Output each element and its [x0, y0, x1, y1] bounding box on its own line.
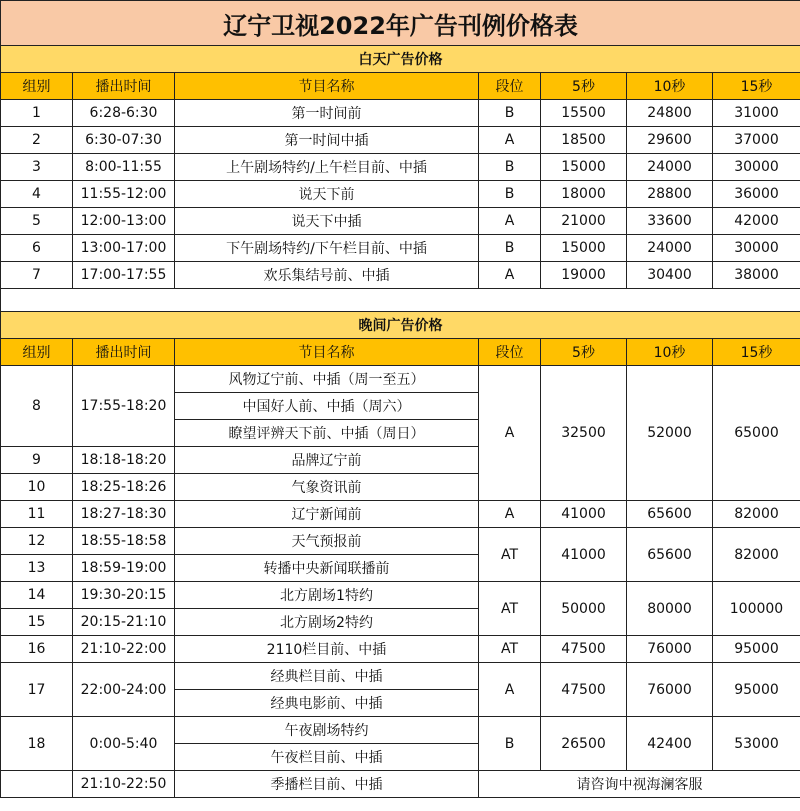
time-cell: 0:00-5:40 [73, 717, 175, 771]
price-5s-cell: 50000 [541, 582, 627, 636]
time-cell: 20:15-21:10 [73, 609, 175, 636]
time-cell: 22:00-24:00 [73, 663, 175, 717]
segment-cell: AT [479, 636, 541, 663]
price-10s-cell: 65600 [627, 528, 713, 582]
night-section-title: 晚间广告价格 [1, 312, 800, 339]
table-row [1, 235, 800, 262]
table-row [1, 100, 800, 127]
table-row [1, 636, 800, 663]
table-row [1, 181, 800, 208]
price-15s-cell: 38000 [713, 262, 800, 289]
program-cell: 经典栏目前、中插 [175, 663, 479, 690]
header-10s: 10秒 [627, 339, 713, 366]
program-cell: 第一时间前 [175, 100, 479, 127]
price-5s-cell: 26500 [541, 717, 627, 771]
segment-cell: A [479, 663, 541, 717]
price-15s-cell: 82000 [713, 501, 800, 528]
price-15s-cell: 53000 [713, 717, 800, 771]
time-cell: 18:18-18:20 [73, 447, 175, 474]
price-5s-cell: 18500 [541, 127, 627, 154]
price-5s-cell: 41000 [541, 528, 627, 582]
time-cell: 18:59-19:00 [73, 555, 175, 582]
price-10s-cell: 24000 [627, 154, 713, 181]
group-cell: 10 [1, 474, 73, 501]
table-row [1, 366, 800, 393]
program-cell: 午夜栏目前、中插 [175, 744, 479, 771]
price-15s-cell: 37000 [713, 127, 800, 154]
group-cell: 11 [1, 501, 73, 528]
header-time: 播出时间 [73, 339, 175, 366]
time-cell: 18:25-18:26 [73, 474, 175, 501]
price-10s-cell: 28800 [627, 181, 713, 208]
price-5s-cell: 41000 [541, 501, 627, 528]
table-row [1, 501, 800, 528]
table-row [1, 663, 800, 690]
table-row [1, 208, 800, 235]
price-10s-cell: 52000 [627, 366, 713, 501]
price-5s-cell: 21000 [541, 208, 627, 235]
program-cell: 瞭望评辨天下前、中插（周日） [175, 420, 479, 447]
group-cell: 1 [1, 100, 73, 127]
program-cell: 北方剧场1特约 [175, 582, 479, 609]
header-10s: 10秒 [627, 73, 713, 100]
price-10s-cell: 33600 [627, 208, 713, 235]
program-cell: 2110栏目前、中插 [175, 636, 479, 663]
table-row [1, 127, 800, 154]
table-row [1, 262, 800, 289]
time-cell: 18:27-18:30 [73, 501, 175, 528]
segment-cell: A [479, 366, 541, 501]
group-cell: 14 [1, 582, 73, 609]
segment-cell: AT [479, 528, 541, 582]
price-15s-cell: 31000 [713, 100, 800, 127]
price-15s-cell: 95000 [713, 663, 800, 717]
price-5s-cell: 15000 [541, 154, 627, 181]
time-cell: 12:00-13:00 [73, 208, 175, 235]
day-section-title: 白天广告价格 [1, 46, 800, 73]
table-row [1, 154, 800, 181]
group-cell [1, 771, 73, 798]
group-cell: 5 [1, 208, 73, 235]
header-5s: 5秒 [541, 73, 627, 100]
program-cell: 风物辽宁前、中插（周一至五） [175, 366, 479, 393]
program-cell: 上午剧场特约/上午栏目前、中插 [175, 154, 479, 181]
table-row [1, 582, 800, 609]
segment-cell: A [479, 127, 541, 154]
program-cell: 说天下前 [175, 181, 479, 208]
group-cell: 17 [1, 663, 73, 717]
day-rows [1, 100, 800, 289]
price-10s-cell: 42400 [627, 717, 713, 771]
group-cell: 6 [1, 235, 73, 262]
price-10s-cell: 76000 [627, 636, 713, 663]
time-cell: 17:00-17:55 [73, 262, 175, 289]
table-row [1, 771, 800, 798]
header-time: 播出时间 [73, 73, 175, 100]
group-cell: 4 [1, 181, 73, 208]
night-header-row [1, 339, 800, 366]
price-5s-cell: 15000 [541, 235, 627, 262]
time-cell: 21:10-22:00 [73, 636, 175, 663]
segment-cell: AT [479, 582, 541, 636]
inquiry-note: 请咨询中视海澜客服 [479, 771, 800, 798]
group-cell: 13 [1, 555, 73, 582]
price-15s-cell: 30000 [713, 154, 800, 181]
header-group: 组别 [1, 339, 73, 366]
program-cell: 说天下中插 [175, 208, 479, 235]
page-title: 辽宁卫视2022年广告刊例价格表 [1, 1, 800, 46]
price-10s-cell: 24800 [627, 100, 713, 127]
price-10s-cell: 30400 [627, 262, 713, 289]
segment-cell: A [479, 501, 541, 528]
group-cell: 9 [1, 447, 73, 474]
price-10s-cell: 80000 [627, 582, 713, 636]
time-cell: 6:28-6:30 [73, 100, 175, 127]
program-cell: 经典电影前、中插 [175, 690, 479, 717]
program-cell: 气象资讯前 [175, 474, 479, 501]
time-cell: 17:55-18:20 [73, 366, 175, 447]
segment-cell: B [479, 181, 541, 208]
price-10s-cell: 29600 [627, 127, 713, 154]
price-15s-cell: 36000 [713, 181, 800, 208]
program-cell: 北方剧场2特约 [175, 609, 479, 636]
price-5s-cell: 18000 [541, 181, 627, 208]
header-program: 节目名称 [175, 339, 479, 366]
time-cell: 13:00-17:00 [73, 235, 175, 262]
time-cell: 8:00-11:55 [73, 154, 175, 181]
price-10s-cell: 65600 [627, 501, 713, 528]
group-cell: 2 [1, 127, 73, 154]
time-cell: 11:55-12:00 [73, 181, 175, 208]
segment-cell: B [479, 154, 541, 181]
program-cell: 午夜剧场特约 [175, 717, 479, 744]
group-cell: 12 [1, 528, 73, 555]
price-15s-cell: 30000 [713, 235, 800, 262]
time-cell: 6:30-07:30 [73, 127, 175, 154]
group-cell: 7 [1, 262, 73, 289]
price-15s-cell: 65000 [713, 366, 800, 501]
program-cell: 品牌辽宁前 [175, 447, 479, 474]
price-15s-cell: 42000 [713, 208, 800, 235]
segment-cell: B [479, 100, 541, 127]
table-row [1, 528, 800, 555]
header-segment: 段位 [479, 73, 541, 100]
program-cell: 中国好人前、中插（周六） [175, 393, 479, 420]
segment-cell: A [479, 262, 541, 289]
price-15s-cell: 100000 [713, 582, 800, 636]
time-cell: 19:30-20:15 [73, 582, 175, 609]
price-5s-cell: 47500 [541, 636, 627, 663]
price-5s-cell: 15500 [541, 100, 627, 127]
header-15s: 15秒 [713, 73, 800, 100]
table-row [1, 717, 800, 744]
header-5s: 5秒 [541, 339, 627, 366]
section-spacer [1, 289, 800, 312]
program-cell: 天气预报前 [175, 528, 479, 555]
price-5s-cell: 19000 [541, 262, 627, 289]
header-15s: 15秒 [713, 339, 800, 366]
program-cell: 转播中央新闻联播前 [175, 555, 479, 582]
header-group: 组别 [1, 73, 73, 100]
price-5s-cell: 47500 [541, 663, 627, 717]
price-15s-cell: 95000 [713, 636, 800, 663]
segment-cell: B [479, 717, 541, 771]
price-15s-cell: 82000 [713, 528, 800, 582]
price-10s-cell: 76000 [627, 663, 713, 717]
time-cell: 21:10-22:50 [73, 771, 175, 798]
program-cell: 季播栏目前、中插 [175, 771, 479, 798]
price-10s-cell: 24000 [627, 235, 713, 262]
time-cell: 18:55-18:58 [73, 528, 175, 555]
group-cell: 18 [1, 717, 73, 771]
group-cell: 15 [1, 609, 73, 636]
group-cell: 16 [1, 636, 73, 663]
program-cell: 辽宁新闻前 [175, 501, 479, 528]
header-segment: 段位 [479, 339, 541, 366]
group-cell: 8 [1, 366, 73, 447]
program-cell: 第一时间中插 [175, 127, 479, 154]
program-cell: 欢乐集结号前、中插 [175, 262, 479, 289]
price-5s-cell: 32500 [541, 366, 627, 501]
segment-cell: A [479, 208, 541, 235]
segment-cell: B [479, 235, 541, 262]
day-header-row [1, 73, 800, 100]
program-cell: 下午剧场特约/下午栏目前、中插 [175, 235, 479, 262]
group-cell: 3 [1, 154, 73, 181]
header-program: 节目名称 [175, 73, 479, 100]
